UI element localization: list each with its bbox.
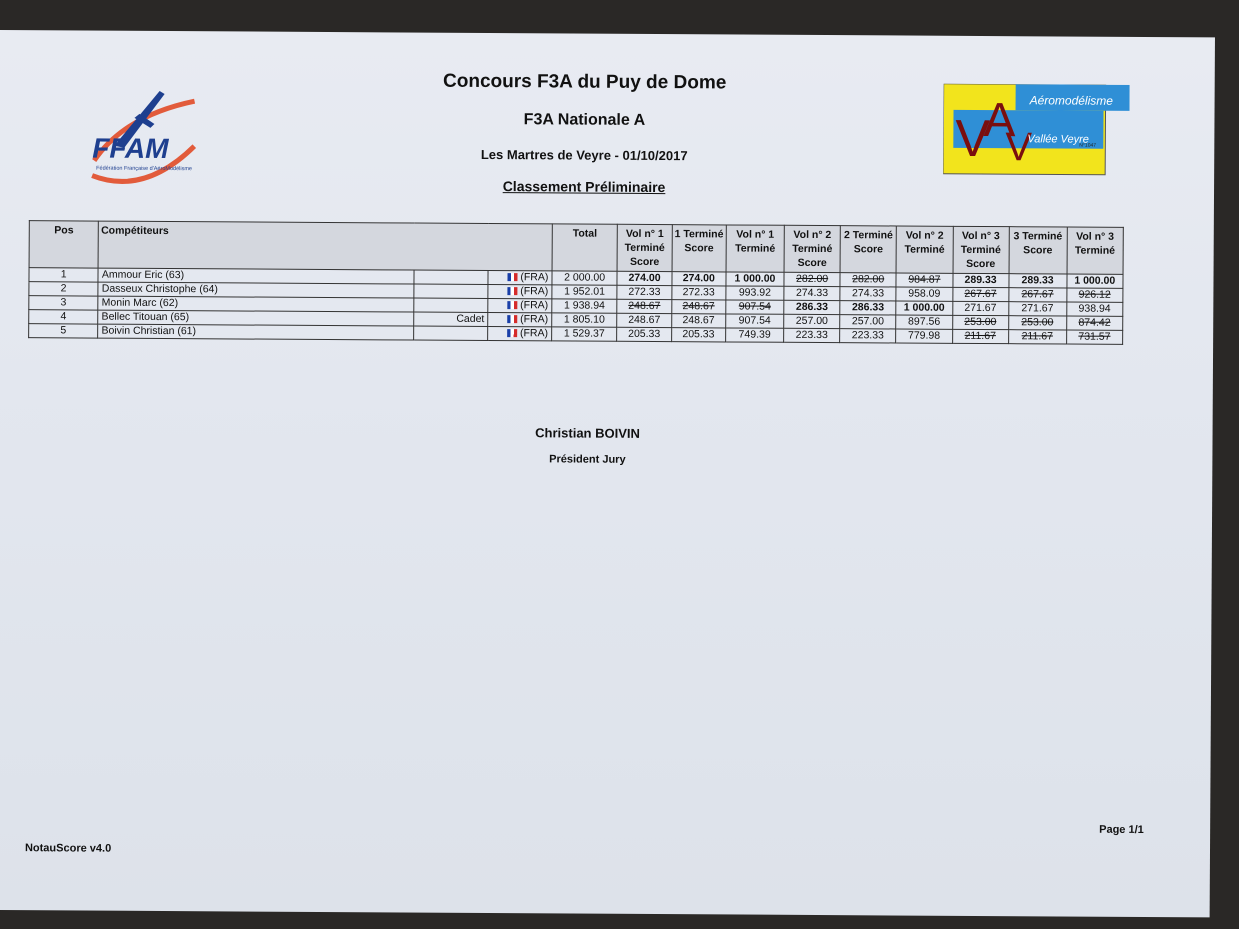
row-score: 253.00 [1008,316,1066,330]
row-score: 274.00 [617,271,671,285]
row-total: 2 000.00 [552,271,618,285]
page-title: Concours F3A du Puy de Dome [442,70,727,94]
row-category: Cadet [414,312,488,326]
row-score: 274.33 [784,286,840,300]
row-score: 271.67 [952,301,1008,315]
row-name: Bellec Titouan (65) [98,310,414,326]
row-nation: (FRA) [488,326,552,340]
row-score: 267.67 [1009,288,1067,302]
row-score: 211.67 [1008,330,1066,344]
row-score: 223.33 [840,329,896,343]
row-pos: 1 [29,268,98,282]
row-category [414,270,488,284]
row-score: 271.67 [1008,302,1066,316]
svg-text:V: V [955,109,991,169]
row-pos: 5 [29,324,98,338]
row-score: 1 000.00 [1067,274,1123,288]
row-score: 248.67 [671,314,725,328]
location-date: Les Martres de Veyre - 01/10/2017 [480,146,688,164]
row-score: 274.00 [672,272,726,286]
col-v1-done: Vol n° 1 Terminé [726,225,784,272]
col-3-score: 3 Terminé Score [1009,227,1067,274]
row-score: 1 000.00 [726,272,784,286]
col-v3-done: Vol n° 3 Terminé [1067,227,1124,274]
row-total: 1 952.01 [552,285,618,299]
ffam-logo [84,76,205,197]
row-pos: 3 [29,296,98,310]
row-score: 984.87 [896,273,952,287]
row-score: 907.54 [726,300,784,314]
club-logo [943,84,1130,177]
col-v2-score: Vol n° 2 Terminé Score [784,225,840,272]
page-number: Page 1/1 [1099,823,1144,837]
col-2-score: 2 Terminé Score [840,226,896,273]
row-score: 248.67 [671,300,725,314]
row-score: 938.94 [1066,302,1122,316]
row-score: 211.67 [952,329,1008,343]
row-score: 248.67 [617,299,671,313]
col-total: Total [552,224,618,271]
row-score: 282.00 [840,273,896,287]
row-score: 253.00 [952,315,1008,329]
svg-text:A: A [983,94,1016,148]
row-score: 257.00 [784,314,840,328]
row-score: 897.56 [896,315,952,329]
row-score: 779.98 [896,329,952,343]
row-score: 272.33 [672,286,726,300]
row-score: 286.33 [784,300,840,314]
svg-text:Vallée Veyre: Vallée Veyre [1027,133,1089,146]
row-total: 1 805.10 [552,313,618,327]
row-pos: 2 [29,282,98,296]
row-score: 248.67 [617,313,671,327]
svg-text:V: V [1005,125,1033,170]
col-pos: Pos [29,221,99,268]
svg-text:N°1047: N°1047 [1079,142,1097,149]
section-title: Classement Préliminaire [502,178,666,196]
france-flag-icon [507,329,517,337]
results-sheet [0,30,1215,917]
row-nation: (FRA) [488,284,552,298]
row-score: 282.00 [784,272,840,286]
row-total: 1 529.37 [551,327,617,341]
row-category [414,284,488,298]
france-flag-icon [507,287,517,295]
row-nation: (FRA) [488,298,552,312]
row-category [414,326,488,340]
row-total: 1 938.94 [552,299,618,313]
row-score: 749.39 [726,328,784,342]
row-score: 286.33 [840,301,896,315]
row-score: 993.92 [726,286,784,300]
row-nation: (FRA) [488,270,552,284]
row-score: 272.33 [617,285,671,299]
software-version: NotauScore v4.0 [24,842,112,855]
row-score: 731.57 [1066,330,1122,344]
row-score: 926.12 [1066,288,1122,302]
jury-president-role: Président Jury [549,453,626,466]
row-score: 1 000.00 [896,301,952,315]
row-category [414,298,488,312]
results-table [28,220,1124,345]
row-score: 205.33 [671,328,725,342]
jury-president-name: Christian BOIVIN [535,425,640,441]
row-name: Ammour Eric (63) [98,268,414,284]
col-v2-done: Vol n° 2 Terminé [896,226,953,273]
row-score: 205.33 [617,327,671,341]
row-score: 874.42 [1066,316,1122,330]
row-score: 274.33 [840,287,896,301]
row-score: 289.33 [1009,274,1067,288]
row-score: 958.09 [896,287,952,301]
row-name: Dasseux Christophe (64) [98,282,414,298]
col-v3-score: Vol n° 3 Terminé Score [953,226,1009,273]
col-1-score: 1 Terminé Score [672,225,727,272]
col-v1-score: Vol n° 1 Terminé Score [617,224,672,271]
row-score: 223.33 [784,328,840,342]
row-score: 267.67 [952,287,1008,301]
france-flag-icon [507,301,517,309]
table-header-row [29,221,1123,275]
row-name: Boivin Christian (61) [98,324,414,340]
svg-text:Fédération Française d'AéroMod: Fédération Française d'AéroModélisme [96,165,192,173]
row-pos: 4 [29,310,98,324]
svg-text:FFAM: FFAM [92,132,169,165]
svg-text:Aéromodélisme: Aéromodélisme [1029,93,1114,108]
row-nation: (FRA) [488,312,552,326]
row-score: 257.00 [840,315,896,329]
france-flag-icon [507,315,517,323]
row-score: 289.33 [953,273,1009,287]
col-competitors: Compétiteurs [98,221,552,271]
competition-class: F3A Nationale A [523,111,646,129]
row-name: Monin Marc (62) [98,296,414,312]
france-flag-icon [507,273,517,281]
row-score: 907.54 [726,314,784,328]
